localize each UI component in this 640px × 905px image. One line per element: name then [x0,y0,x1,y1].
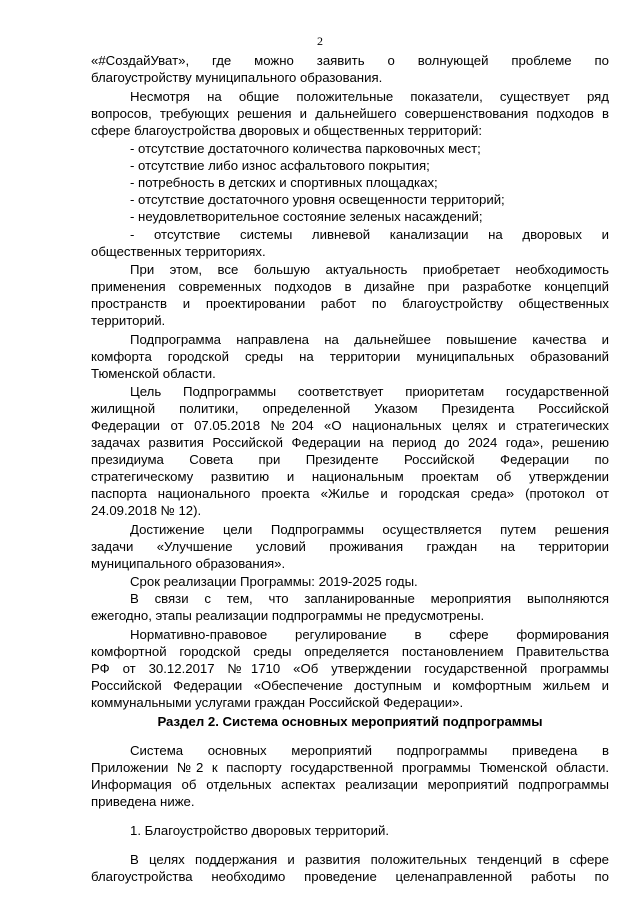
text-line: - отсутствие системы ливневой канализации на дворовых и [130,227,609,242]
section-heading: Раздел 2. Система основных мероприятий подпрограммы [157,714,543,729]
text-line: - отсутствие либо износ асфальтового покрытия; [130,158,430,173]
text-line: Цель Подпрограммы соответствует приоритетам государственной [130,384,609,399]
text-line: ежегодно, этапы реализации подпрограммы не предусмотрены. [91,608,485,623]
text-line: - отсутствие достаточного уровня освещенности территорий; [130,192,505,207]
text-line: муниципального образования». [91,556,286,571]
text-line: «#СоздайУват», где можно заявить о волнующей проблеме по [91,53,609,68]
text-line: - отсутствие достаточного количества парковочных мест; [130,141,481,156]
text-line: Российской Федерации «Обеспечение доступным и комфортным жильем и [91,678,609,693]
text-line: Система основных мероприятий подпрограммы приведена в [130,743,609,758]
text-line: В целях поддержания и развития положительных тенденций в сфере [130,852,609,867]
text-line: Несмотря на общие положительные показатели, существует ряд [130,89,609,104]
text-line: Федерации от 07.05.2018 №204 «О национальных целях и стратегических [91,418,609,433]
text-line: приведена ниже. [91,794,195,809]
text-line: Нормативно-правовое регулирование в сфере формирования [130,627,609,642]
text-line: применения современных подходов в дизайне при разработке концепций [91,279,609,294]
text-line: Информация об отдельных аспектах реализации мероприятий подпрограммы [91,777,609,792]
text-line: благоустройству муниципального образования. [91,70,383,85]
text-line: общественных территориях. [91,244,266,259]
text-line: - неудовлетворительное состояние зеленых насаждений; [130,209,483,224]
text-line: комфортной городской среды определяется постановлением Правительства [91,644,609,659]
text-line: жилищной политики, определенной Указом Президента Российской [91,401,609,416]
text-line: Достижение цели Подпрограммы осуществляется путем решения [130,522,609,537]
text-line: паспорта национального проекта «Жилье и городская среда» (протокол от [91,486,609,501]
text-line: сфере благоустройства дворовых и общественных территорий: [91,123,483,138]
text-line: 1. Благоустройство дворовых территорий. [130,823,390,838]
text-line: территорий. [91,313,166,328]
text-line: коммунальными услугами граждан Российской Федерации». [91,695,464,710]
text-line: При этом, все большую актуальность приобретает необходимость [130,262,609,277]
page-number: 2 [317,34,323,48]
text-line: стратегическому развитию и национальным проектам об утверждении [91,469,609,484]
text-line: 24.09.2018 № 12). [91,503,202,518]
text-line: РФ от 30.12.2017 №1710 «Об утверждении государственной программы [91,661,609,676]
text-line: Тюменской области. [91,366,216,381]
text-line: Подпрограмма направлена на дальнейшее повышение качества и [130,332,609,347]
text-line: задачи «Улучшение условий проживания граждан на территории [91,539,609,554]
text-line: вопросов, требующих решения и дальнейшего совершенствования подходов в [91,106,609,121]
text-line: В связи с тем, что запланированные мероприятия выполняются [130,591,609,606]
text-line: Срок реализации Программы: 2019-2025 годы. [130,574,418,589]
text-line: президиума Совета при Президенте Российской Федерации по [91,452,609,467]
text-line: комфорта городской среды на территории муниципальных образований [91,349,609,364]
text-line: благоустройства необходимо проведение целенаправленной работы по [91,869,609,884]
text-line: - потребность в детских и спортивных площадках; [130,175,438,190]
text-line: пространств и проектировании работ по благоустройству общественных [91,296,609,311]
text-line: задачах развития Российской Федерации на период до 2024 года», решению [91,435,609,450]
text-line: Приложении №2 к паспорту государственной программы Тюменской области. [91,760,609,775]
